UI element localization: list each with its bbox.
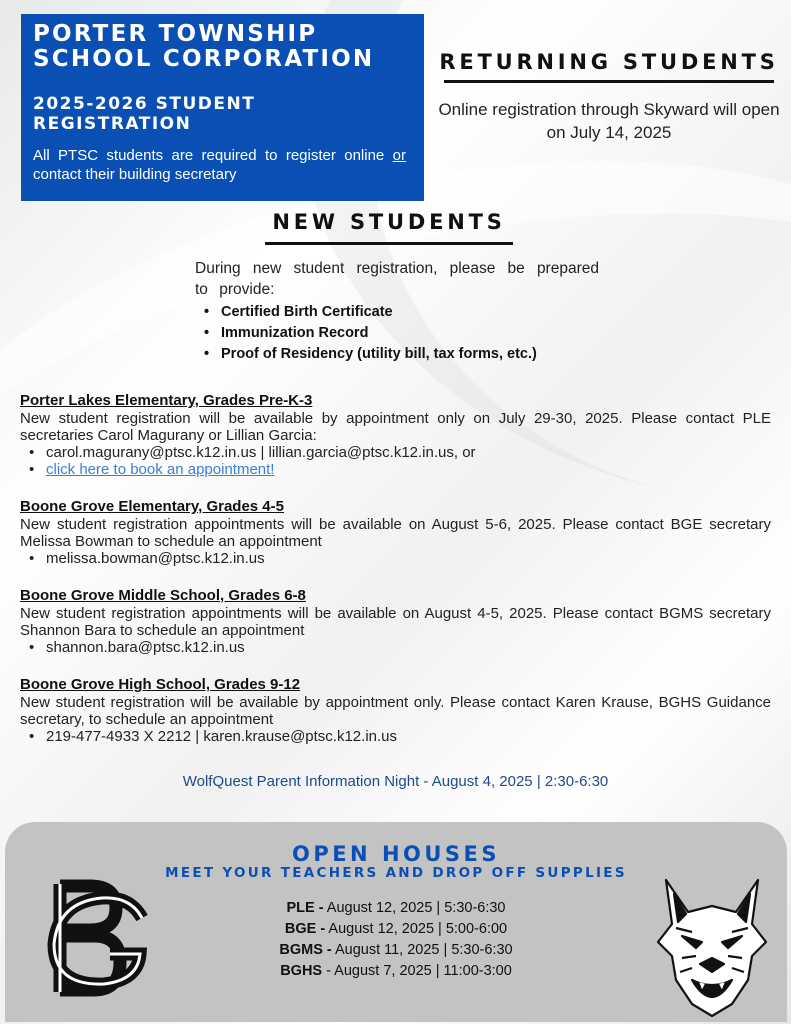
- wolf-mascot-icon: [652, 872, 772, 1020]
- divider: [444, 80, 774, 83]
- contact-email: • carol.magurany@ptsc.k12.in.us | lillian.garcia@ptsc.k12.in.us, or: [20, 444, 771, 461]
- school-title: Boone Grove High School, Grades 9-12: [20, 676, 301, 693]
- year-title: 2025-2026 STUDENT REGISTRATION: [33, 94, 256, 134]
- wolfquest-info: WolfQuest Parent Information Night - August 4, 2025 | 2:30-6:30: [182, 773, 609, 790]
- school-description: New student registration appointments will be available on August 5-6, 2025. Please contact BGE secretary Melissa Bowman to schedule an appointment: [20, 516, 771, 550]
- returning-students-section: [434, 50, 784, 144]
- requirements-intro: During new student registration, please be prepared to provide:: [195, 260, 599, 298]
- school-ple: [20, 392, 771, 478]
- header-banner: [21, 14, 424, 201]
- contact-email: • shannon.bara@ptsc.k12.in.us: [20, 639, 771, 656]
- contact-email: • melissa.bowman@ptsc.k12.in.us: [20, 550, 771, 567]
- returning-text: Online registration through Skyward will open on July 14, 2025: [438, 100, 780, 142]
- registration-requirement: All PTSC students are required to register online or contact their building secretary: [33, 147, 406, 183]
- divider: [265, 242, 513, 245]
- schedule-row: BGHS - August 7, 2025 | 11:00-3:00: [280, 963, 512, 979]
- schedule-row: PLE - August 12, 2025 | 5:30-6:30: [286, 900, 506, 916]
- open-houses-subtitle: MEET YOUR TEACHERS AND DROP OFF SUPPLIES: [165, 865, 627, 881]
- bg-monogram-logo: [20, 878, 148, 998]
- school-bghs: [20, 676, 771, 745]
- schedule-row: BGE - August 12, 2025 | 5:00-6:00: [284, 921, 508, 937]
- schedule-row: BGMS - August 11, 2025 | 5:30-6:30: [279, 942, 513, 958]
- school-list: [20, 392, 771, 765]
- school-description: New student registration appointments will be available on August 4-5, 2025. Please contact BGMS secretary Shannon Bara to schedule an appointment: [20, 605, 771, 639]
- list-item: • Certified Birth Certificate: [195, 302, 599, 323]
- school-title: Boone Grove Middle School, Grades 6-8: [20, 587, 306, 604]
- school-description: New student registration will be available by appointment only. Please contact Karen Krause, BGHS Guidance secretary, to schedule an appointment: [20, 694, 771, 728]
- school-description: New student registration will be available by appointment only on July 29-30, 2025. Please contact PLE secretaries Carol Magurany or Lillian Garcia:: [20, 410, 771, 444]
- org-name: PORTER TOWNSHIP SCHOOL CORPORATION: [33, 21, 375, 72]
- open-houses-schedule: [230, 898, 562, 982]
- returning-heading: RETURNING STUDENTS: [439, 50, 779, 74]
- school-bge: [20, 498, 771, 567]
- list-item: • Immunization Record: [195, 323, 599, 344]
- school-bgms: [20, 587, 771, 656]
- new-students-heading: NEW STUDENTS: [272, 210, 506, 234]
- book-appointment-link[interactable]: • click here to book an appointment!: [20, 461, 771, 478]
- open-houses-title: OPEN HOUSES: [291, 842, 501, 866]
- requirements-list: [195, 302, 599, 365]
- school-title: Boone Grove Elementary, Grades 4-5: [20, 498, 284, 515]
- new-students-header: [265, 210, 513, 245]
- new-students-requirements: [195, 258, 599, 365]
- list-item: • Proof of Residency (utility bill, tax forms, etc.): [195, 344, 599, 365]
- contact-email: • 219-477-4933 X 2212 | karen.krause@ptsc.k12.in.us: [20, 728, 771, 745]
- school-title: Porter Lakes Elementary, Grades Pre-K-3: [20, 392, 313, 409]
